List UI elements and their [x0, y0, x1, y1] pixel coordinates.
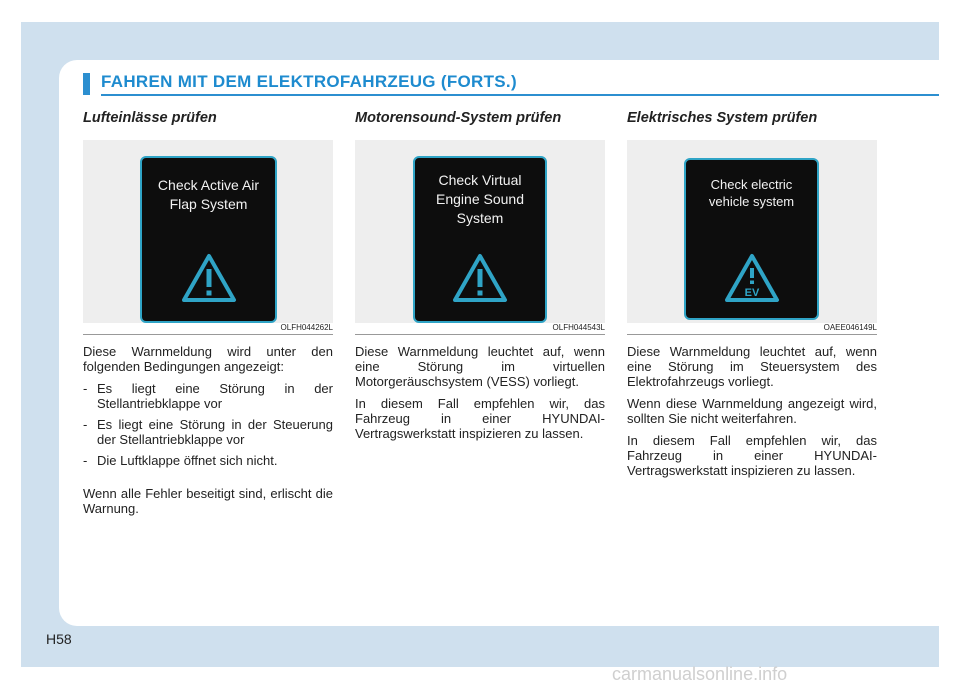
list-item: - Die Luftklappe öffnet sich nicht. [83, 453, 278, 468]
image-code: OAEE046149L [823, 323, 877, 332]
page-number: H58 [46, 631, 72, 647]
display-message: Check Active Air Flap System [157, 177, 260, 212]
warning-image-air-flap [83, 140, 333, 323]
body-text [355, 344, 605, 448]
paragraph: Wenn diese Warnmeldung angezeigt wird, sollten Sie nicht weiterfahren. [627, 396, 877, 426]
display-message: Check electric vehicle system [708, 177, 795, 209]
image-divider [83, 334, 333, 335]
column-electric-system [627, 110, 877, 478]
list-item: - Es liegt eine Störung in der Steuerung der Stellantriebklappe vor [83, 417, 333, 447]
cluster-display [413, 156, 547, 323]
section-marker [83, 73, 90, 95]
outro-paragraph: Wenn alle Fehler beseitigt sind, erlischt die Warnung. [83, 486, 333, 516]
image-divider [355, 334, 605, 335]
ev-warning-triangle-icon [723, 252, 781, 304]
column-air-flap [83, 110, 333, 516]
image-divider [627, 334, 877, 335]
watermark: carmanualsonline.info [612, 664, 788, 684]
warning-image-electric-system [627, 140, 877, 323]
heading-engine-sound: Motorensound-System prüfen [355, 110, 562, 126]
paragraph: In diesem Fall empfehlen wir, das Fahrzeug in einer HYUNDAI-Vertragswerkstatt inspizieren zu lassen. [627, 433, 877, 478]
body-text [83, 344, 333, 523]
warning-triangle-icon [451, 252, 509, 304]
paragraph: Diese Warnmeldung leuchtet auf, wenn eine Störung im Steuersystem des Elektrofahrzeugs vorliegt. [627, 344, 877, 389]
paragraph: Diese Warnmeldung leuchtet auf, wenn eine Störung im virtuellen Motorgeräuschsystem (VESS) vorliegt. [355, 344, 605, 389]
list-item: - Es liegt eine Störung in der Stellantriebklappe vor [83, 381, 333, 411]
heading-air-flap: Lufteinlässe prüfen [83, 110, 217, 126]
image-code: OLFH044543L [552, 323, 605, 332]
warning-triangle-icon [180, 252, 238, 304]
display-message: Check Virtual Engine Sound System [436, 172, 524, 226]
section-title: FAHREN MIT DEM ELEKTROFAHRZEUG (FORTS.) [101, 72, 517, 91]
column-engine-sound [355, 110, 605, 441]
warning-image-engine-sound [355, 140, 605, 323]
paragraph: In diesem Fall empfehlen wir, das Fahrzeug in einer HYUNDAI-Vertragswerkstatt inspizieren zu lassen. [355, 396, 605, 441]
ev-label: EV [744, 287, 759, 299]
section-rule [101, 94, 939, 96]
heading-electric-system: Elektrisches System prüfen [627, 110, 818, 126]
cluster-display [140, 156, 277, 323]
intro-paragraph: Diese Warnmeldung wird unter den folgenden Bedingungen angezeigt: [83, 344, 333, 374]
cluster-display [684, 158, 819, 320]
body-text [627, 344, 877, 485]
image-code: OLFH044262L [280, 323, 333, 332]
